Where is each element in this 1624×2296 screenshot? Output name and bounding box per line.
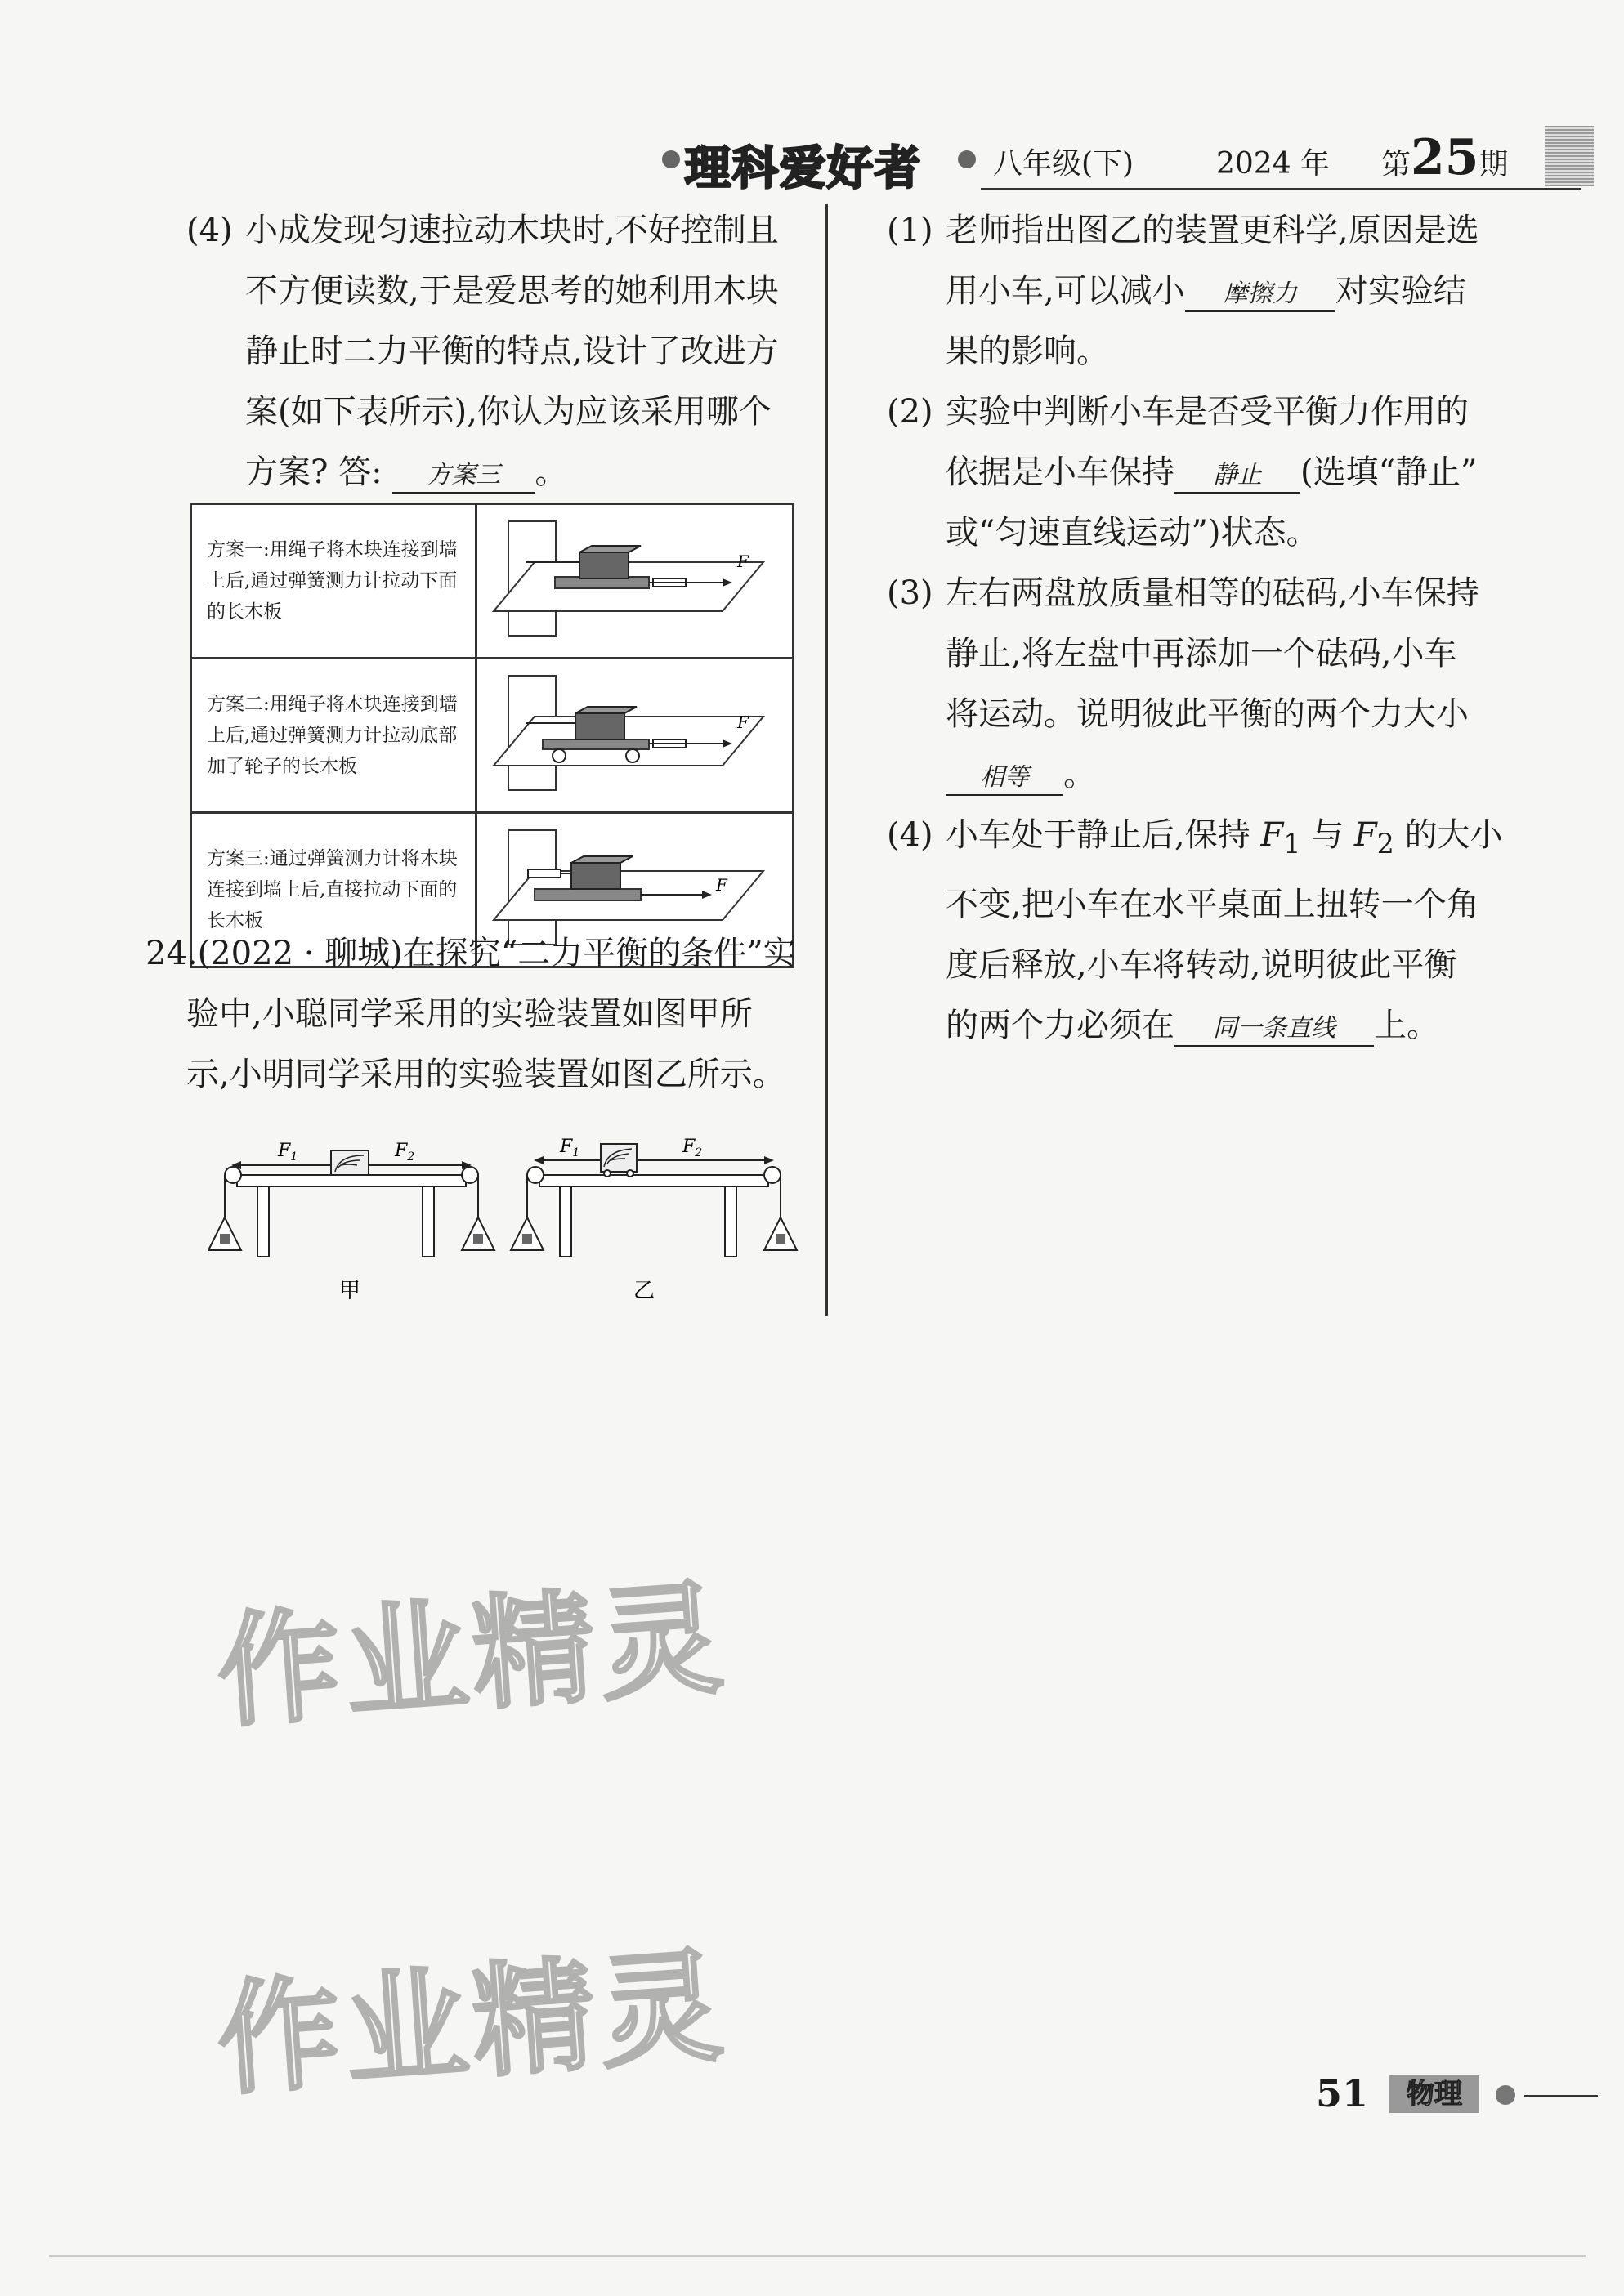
q4-number: (4) <box>186 212 233 249</box>
column-divider <box>825 204 828 1316</box>
issue-suffix: 期 <box>1479 148 1509 181</box>
r-q2-line-1: 实验中判断小车是否受平衡力作用的 <box>946 393 1469 431</box>
plan-1-diagram <box>477 513 792 645</box>
issue-label <box>1381 129 1509 186</box>
r-q4-suffix: 的大小 <box>1404 816 1503 854</box>
table-row <box>191 504 794 659</box>
r-q4-number: (4) <box>887 816 933 854</box>
plan-2-force-label: F <box>737 712 749 732</box>
r-q4-line-1 <box>946 805 1532 874</box>
r-q3-suffix: 。 <box>1063 756 1096 793</box>
r-q4-line-3: 度后释放,小车将转动,说明彼此平衡 <box>946 946 1457 984</box>
page-number: 51 <box>1316 2071 1369 2115</box>
r-q2-suffix: (选填“静止” <box>1300 453 1478 491</box>
grade-label: 八年级(下) <box>993 147 1134 181</box>
r-q4-prefix: 小车处于静止后,保持 <box>946 816 1250 854</box>
yi-f2-label: $F_2$ <box>682 1137 703 1159</box>
header <box>670 123 1594 196</box>
question-24 <box>145 923 808 1105</box>
r-q1-answer-blank: 摩擦力 <box>1185 278 1335 312</box>
q4-line-1: 小成发现匀速拉动木块时,不好控制且 <box>245 212 779 249</box>
header-dot-right-icon <box>958 150 976 168</box>
subject-badge: 物理 <box>1389 2075 1479 2113</box>
header-rule <box>981 188 1581 190</box>
r-q1-suffix: 对实验结 <box>1335 272 1466 310</box>
r-q1-line-3: 果的影响。 <box>946 333 1109 370</box>
q4-line-5 <box>245 442 808 503</box>
bottom-edge-line <box>49 2255 1586 2257</box>
r-q3-line-4 <box>946 744 1532 805</box>
q4-answer-prefix: 方案? 答: <box>245 453 383 491</box>
plan-2-text: 方案二:用绳子将木块连接到墙上后,通过弹簧测力计拉动底部加了轮子的长木板 <box>191 659 476 813</box>
r-q4-f2: F <box>1353 816 1377 854</box>
q4-line-3: 静止时二力平衡的特点,设计了改进方 <box>245 333 779 370</box>
q4-line-4: 案(如下表所示),你认为应该采用哪个 <box>245 393 772 431</box>
jia-f1-label: $F_1$ <box>278 1141 298 1164</box>
r-q4-l4-prefix: 的两个力必须在 <box>946 1007 1174 1044</box>
plan-2-figure <box>476 659 794 813</box>
r-q2-prefix: 依据是小车保持 <box>946 453 1174 491</box>
jia-f2-label: $F_2$ <box>395 1141 415 1164</box>
figure-label-jia: 甲 <box>339 1279 361 1303</box>
q4-line-2: 不方便读数,于是爱思考的她利用木块 <box>245 272 779 310</box>
footer-dot-icon <box>1496 2085 1515 2105</box>
question-4-left <box>186 200 808 503</box>
figure-jia <box>208 1141 494 1303</box>
year-label: 2024 年 <box>1216 147 1331 181</box>
plans-table <box>190 503 794 968</box>
r-q1-line-2 <box>946 261 1532 321</box>
r-q3 <box>887 563 1532 805</box>
r-q4-answer-blank: 同一条直线 <box>1174 1012 1374 1047</box>
figure-label-yi: 乙 <box>633 1279 655 1303</box>
q4-answer-blank: 方案三 <box>392 459 535 494</box>
r-q3-line-3: 将运动。说明彼此平衡的两个力大小 <box>946 695 1469 733</box>
r-q2-line-3: 或“匀速直线运动”)状态。 <box>946 514 1319 552</box>
yi-f1-label: $F_1$ <box>560 1137 580 1159</box>
r-q2-answer-blank: 静止 <box>1174 459 1300 494</box>
r-q4-f2-sub: 2 <box>1376 828 1394 860</box>
r-q4-f1-sub: 1 <box>1283 828 1301 860</box>
plan-2-diagram <box>477 668 792 800</box>
r-q3-line-1: 左右两盘放质量相等的砝码,小车保持 <box>946 574 1479 612</box>
r-q4-mid: 与 <box>1311 816 1344 854</box>
plan-3-text: 方案三:通过弹簧测力计将木块连接到墙上后,直接拉动下面的长木板 <box>191 813 476 967</box>
r-q3-number: (3) <box>887 574 933 612</box>
plan-1-figure <box>476 504 794 659</box>
r-q1-number: (1) <box>887 212 933 249</box>
issue-prefix: 第 <box>1381 148 1411 181</box>
r-q4-line-4 <box>946 995 1532 1056</box>
q24-line-1: 24.(2022 · 聊城)在探究“二力平衡的条件”实 <box>145 935 796 972</box>
r-q4-l4-suffix: 上。 <box>1374 1007 1439 1044</box>
question-24-answers <box>887 200 1532 1056</box>
figure-yi <box>511 1137 797 1303</box>
issue-number: 25 <box>1411 129 1479 186</box>
table-row <box>191 659 794 813</box>
r-q2 <box>887 382 1532 563</box>
footer-rule <box>1524 2095 1598 2097</box>
magazine-logo: 理科爱好者 <box>685 142 922 195</box>
watermark-2: 作业精灵 <box>213 1935 732 2113</box>
header-dot-left-icon <box>662 150 680 168</box>
r-q4-line-2: 不变,把小车在水平桌面上扭转一个角 <box>946 886 1479 923</box>
q24-line-2: 验中,小聪同学采用的实验装置如图甲所 <box>186 995 753 1033</box>
r-q2-number: (2) <box>887 393 933 431</box>
header-pattern-box <box>1545 126 1594 186</box>
r-q3-line-2: 静止,将左盘中再添加一个砝码,小车 <box>946 635 1457 672</box>
plan-1-force-label: F <box>737 552 749 571</box>
plan-1-text: 方案一:用绳子将木块连接到墙上后,通过弹簧测力计拉动下面的长木板 <box>191 504 476 659</box>
q24-figure <box>208 1119 813 1307</box>
r-q4-f1: F <box>1260 816 1284 854</box>
r-q1-line-1: 老师指出图乙的装置更科学,原因是选 <box>946 212 1479 249</box>
plan-3-force-label: F <box>716 875 727 895</box>
r-q3-answer-blank: 相等 <box>946 762 1063 796</box>
q4-answer-suffix: 。 <box>535 453 568 491</box>
r-q1-prefix: 用小车,可以减小 <box>946 272 1185 310</box>
q24-line-3: 示,小明同学采用的实验装置如图乙所示。 <box>186 1056 785 1093</box>
r-q4 <box>887 805 1532 1056</box>
r-q1 <box>887 200 1532 382</box>
q4-item <box>186 200 808 503</box>
watermark-1: 作业精灵 <box>213 1567 732 1745</box>
r-q2-line-2 <box>946 442 1532 503</box>
